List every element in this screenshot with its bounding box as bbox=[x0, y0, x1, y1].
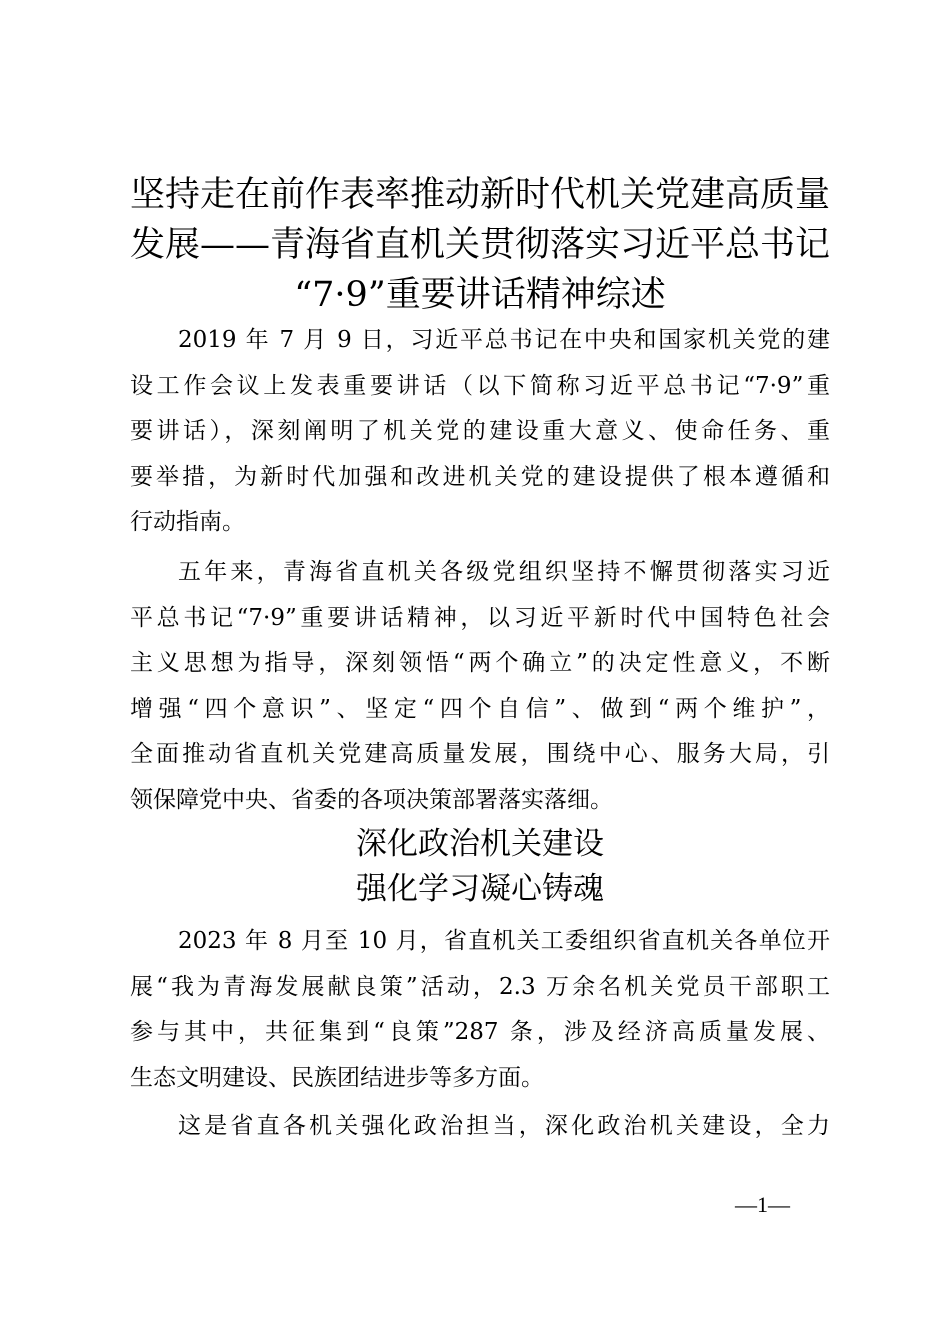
paragraph-line: 五年来，青海省直机关各级党组织坚持不懈贯彻落实习近 bbox=[178, 559, 830, 585]
section-heading bbox=[130, 822, 830, 912]
paragraph-line: 增强“四个意识”、坚定“四个自信”、做到“两个维护”， bbox=[130, 695, 830, 722]
title-line-1: 坚持走在前作表率推动新时代机关党建高质量 bbox=[130, 175, 831, 215]
title-line-2: 发展——青海省直机关贯彻落实习近平总书记 bbox=[130, 225, 831, 265]
document-title bbox=[130, 170, 830, 320]
paragraph-line: 要讲话），深刻阐明了机关党的建设重大意义、使命任务、重 bbox=[130, 418, 830, 444]
paragraph-line: 平总书记“7·9”重要讲话精神，以习近平新时代中国特色社会 bbox=[130, 604, 830, 631]
paragraph-line: 要举措，为新时代加强和改进机关党的建设提供了根本遵循和 bbox=[130, 463, 830, 490]
paragraph-line: 展“我为青海发展献良策”活动，2.3 万余名机关党员干部职工 bbox=[130, 973, 830, 1000]
section-heading-line-2: 强化学习凝心铸魂 bbox=[356, 871, 604, 907]
paragraph-intro bbox=[130, 318, 830, 546]
paragraph-line: 设工作会议上发表重要讲话（以下简称习近平总书记“7·9”重 bbox=[130, 372, 830, 399]
paragraph-line: 2023 年 8 月至 10 月，省直机关工委组织省直机关各单位开 bbox=[178, 928, 830, 954]
paragraph-continuation bbox=[130, 1104, 830, 1150]
page-number: —1— bbox=[735, 1192, 790, 1217]
paragraph-line: 主义思想为指导，深刻领悟“两个确立”的决定性意义，不断 bbox=[130, 650, 830, 676]
paragraph-line: 行动指南。 bbox=[130, 509, 245, 535]
paragraph-line: 生态文明建设、民族团结进步等多方面。 bbox=[130, 1064, 544, 1091]
paragraph-five-years bbox=[130, 550, 830, 823]
paragraph-line: 全面推动省直机关党建高质量发展，围绕中心、服务大局，引 bbox=[130, 741, 830, 767]
paragraph-activity bbox=[130, 919, 830, 1101]
title-line-3: “7·9”重要讲话精神综述 bbox=[294, 275, 666, 315]
paragraph-line: 2019 年 7 月 9 日，习近平总书记在中央和国家机关党的建 bbox=[178, 327, 830, 353]
paragraph-line: 参与其中，共征集到“良策”287 条，涉及经济高质量发展、 bbox=[130, 1019, 830, 1045]
paragraph-line: 这是省直各机关强化政治担当，深化政治机关建设，全力 bbox=[178, 1113, 830, 1139]
section-heading-line-1: 深化政治机关建设 bbox=[356, 826, 604, 862]
paragraph-line: 领保障党中央、省委的各项决策部署落实落细。 bbox=[130, 786, 613, 813]
